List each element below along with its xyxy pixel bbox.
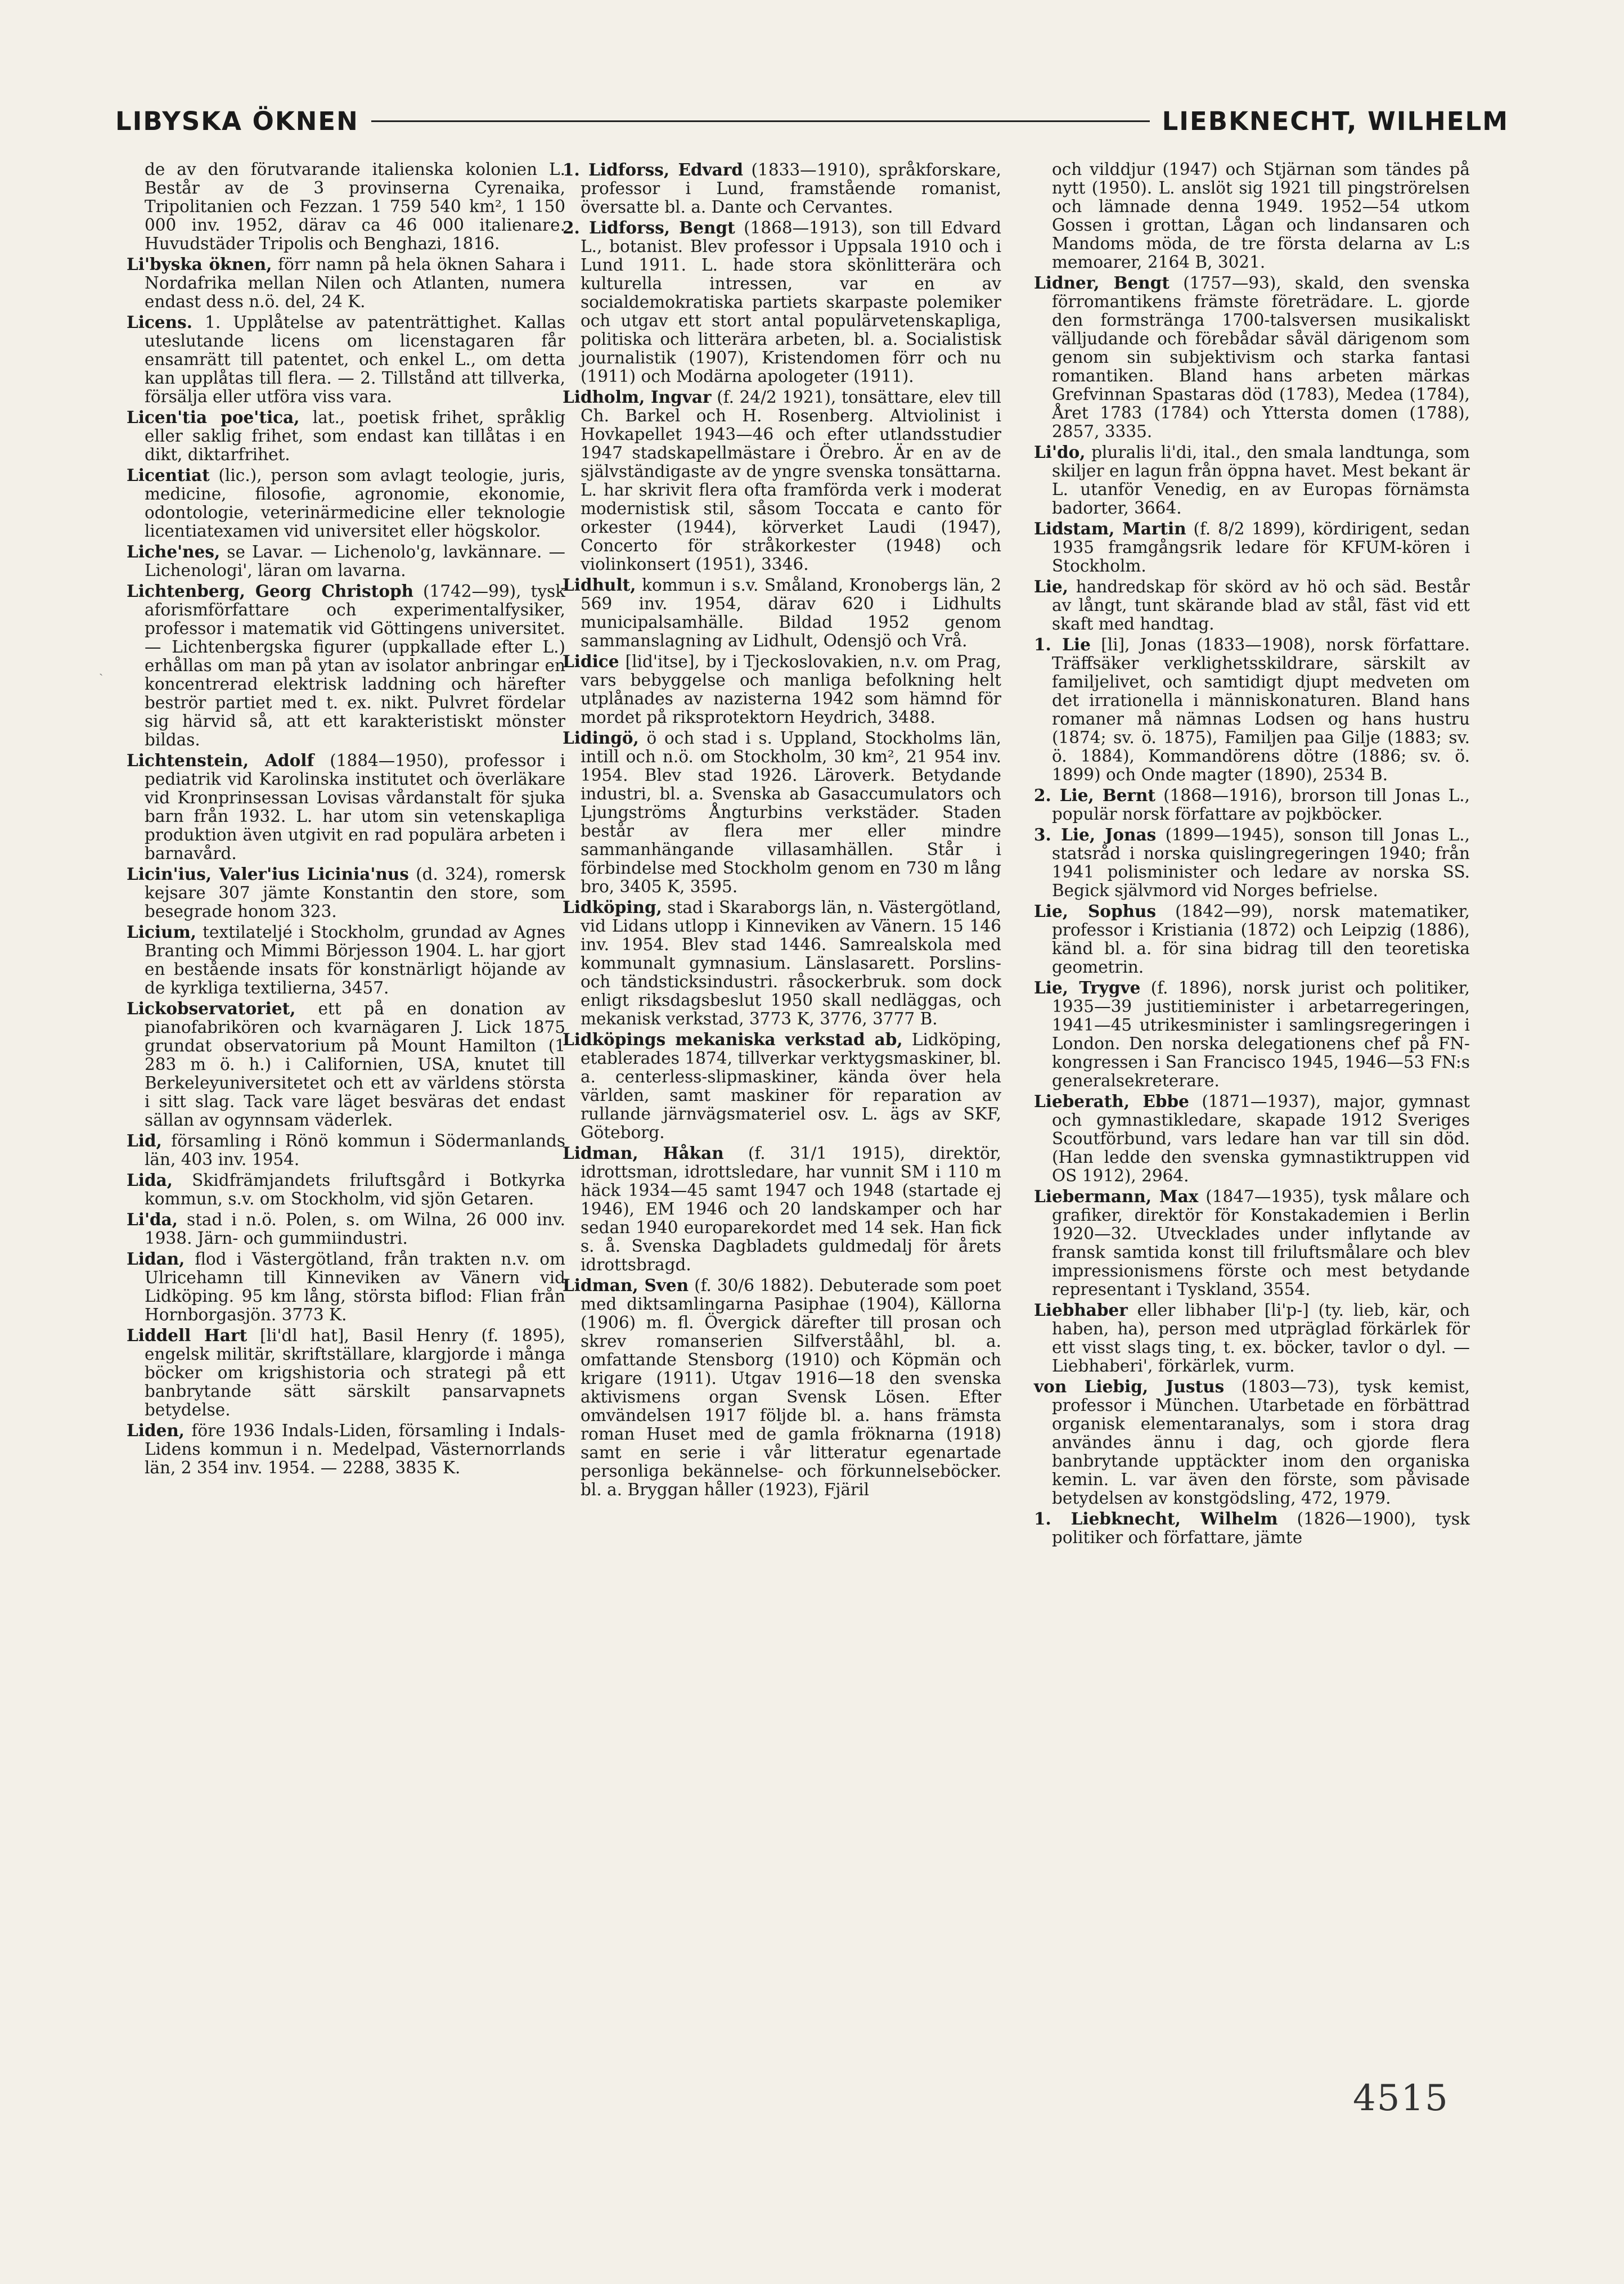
dictionary-entry <box>1034 1377 1470 1508</box>
entry-text: (f. 30/6 1882). Debuterade som poet med diktsamlingarna Pasiphae (1904), Källorna (1906) m. fl. Övergick därefter till prosan och skrev romanserien Silfverstååhl, bl. a. omfattande Stensborg (1910) och Köpmän och krigare (1911). Utgav 1916—18 den svenska aktivismens organ Svensk Lösen. Efter omvändelsen 1917 följde bl. a. hans främsta roman Huset med de gamla fröknarna (1918) samt en serie i vår litteratur egenartade personliga bekännelse- och förkunnelseböcker. bl. a. Bryggan håller (1923), Fjäril <box>581 1276 1001 1499</box>
entry-text: pluralis li'di, ital., den smala landtunga, som skiljer en lagun från öppna havet. Mest bekant är L. utanför Venedig, en av Europas förnämsta badorter, 3664. <box>1052 443 1470 518</box>
running-head-left: LIBYSKA ÖKNEN <box>115 106 359 136</box>
entry-headword: Lie, <box>1034 577 1068 596</box>
dictionary-entry <box>1034 519 1470 576</box>
dictionary-entry <box>1034 978 1470 1090</box>
dictionary-entry <box>1034 577 1470 633</box>
entry-text: (1833—1910), språkforskare, professor i Lund, framstående romanist, översatte bl. a. Dante och Cervantes. <box>581 160 1001 217</box>
dictionary-entry <box>563 218 1001 386</box>
dictionary-entry <box>1034 902 1470 977</box>
dictionary-entry <box>563 160 1001 217</box>
entry-text: (1803—73), tysk kemist, professor i München. Utarbetade en förbättrad organisk elementaranalys, som i stora drag användes ännu i dag, och gjorde flera banbrytande upptäckter inom den organiska kemin. L. var även den förste, som påvisade betydelsen av konstgödsling, 472, 1979. <box>1052 1377 1470 1508</box>
entry-text: se Lavar. — Lichenolo'g, lavkännare. — Lichenologi', läran om lavarna. <box>145 542 565 580</box>
entry-headword: Licentiat <box>127 465 210 485</box>
entry-headword: Lichtenstein, Adolf <box>127 750 314 770</box>
dictionary-entry <box>127 408 565 464</box>
dictionary-entry <box>127 999 565 1130</box>
entry-headword: Licens. <box>127 312 193 332</box>
column-2 <box>563 160 1001 1501</box>
entry-headword: Lida, <box>127 1170 173 1190</box>
dictionary-entry <box>1034 160 1470 272</box>
entry-text: handredskap för skörd av hö och säd. Består av långt, tunt skärande blad av stål, fäst vid ett skaft med handtag. <box>1052 577 1470 633</box>
entry-text: (1847—1935), tysk målare och grafiker, direktör för Konstakademien i Berlin 1920—32. Utvecklades under inflytande av fransk samtida konst till friluftsmålare och blev impressionismens förste och mest betydande representant i Tyskland, 3554. <box>1052 1187 1470 1299</box>
entry-text: stad i n.ö. Polen, s. om Wilna, 26 000 inv. 1938. Järn- och gummiindustri. <box>145 1210 565 1248</box>
dictionary-entry <box>127 582 565 749</box>
entry-text: (f. 1896), norsk jurist och politiker, 1935—39 justitieminister i arbetarregeringen, 1941—45 utrikesminister i samlingsregeringen i London. Den norska delegationens chef på FN-kongressen i San Francisco 1945, 1946—53 FN:s generalsekreterare. <box>1052 978 1470 1090</box>
entry-headword: Lie, Trygve <box>1034 978 1141 997</box>
entry-headword: Liebermann, Max <box>1034 1186 1199 1206</box>
dictionary-entry <box>127 751 565 863</box>
entry-headword: Lid, <box>127 1131 162 1150</box>
dictionary-entry <box>127 466 565 541</box>
dictionary-entry <box>563 388 1001 574</box>
entry-headword: Licin'ius, Valer'ius Licinia'nus <box>127 864 409 884</box>
dictionary-entry <box>127 923 565 997</box>
entry-text: ö och stad i s. Uppland, Stockholms län, intill och n.ö. om Stockholm, 30 km², 21 954 inv. 1954. Blev stad 1926. Läroverk. Betydande industri, bl. a. Svenska ab Gasaccumulators och Ljungströms Ångturbins verkstäder. Staden består av flera mer eller mindre sammanhängande villasamhällen. Står i förbindelse med Stockholm genom en 730 m lång bro, 3405 K, 3595. <box>581 729 1001 896</box>
dictionary-entry <box>127 1249 565 1324</box>
dictionary-entry <box>127 313 565 406</box>
entry-text: flod i Västergötland, från trakten n.v. om Ulricehamn till Kinneviken av Vänern vid Lidköping. 95 km lång, största biflod: Flian från Hornborgasjön. 3773 K. <box>145 1249 565 1324</box>
dictionary-entry <box>1034 825 1470 900</box>
dictionary-entry <box>563 652 1001 727</box>
entry-headword: Lidner, Bengt <box>1034 273 1169 293</box>
dictionary-entry <box>1034 786 1470 824</box>
dictionary-entry <box>127 255 565 311</box>
entry-text: textilateljé i Stockholm, grundad av Agnes Branting och Mimmi Börjesson 1904. L. har gjort en bestående insats för konstnärligt höjande av de kyrkliga textilierna, 3457. <box>145 923 565 997</box>
entry-headword: Lichtenberg, Georg Christoph <box>127 581 414 601</box>
entry-text: (f. 31/1 1915), direktör, idrottsman, idrottsledare, har vunnit SM i 110 m häck 1934—45 samt 1947 och 1948 (startade ej 1946), EM 1946 och 20 landskamper och har sedan 1940 europarekordet med 14 sek. Han fick s. å. Svenska Dagbladets guldmedalj för årets idrottsbragd. <box>581 1144 1002 1274</box>
entry-text: ett på en donation av pianofabrikören och kvarnägaren J. Lick 1875 grundat observatorium på Mount Hamilton (1 283 m ö. h.) i Californien, USA, knutet till Berkeleyuniversitetet och ett av världens största i sitt slag. Tack vare läget besväras det endast sällan av ogynnsam väderlek. <box>145 999 565 1130</box>
page-number: 4515 <box>1353 2078 1449 2119</box>
dictionary-entry <box>127 1131 565 1169</box>
entry-headword: Lidköpings mekaniska verkstad ab, <box>563 1029 903 1049</box>
entry-text: Lidköping, etablerades 1874, tillverkar verktygsmaskiner, bl. a. centerless-slipmaskiner, kända över hela världen, samt maskiner för reparation av rullande järnvägsmateriel osv. L. ägs av SKF, Göteborg. <box>581 1030 1001 1142</box>
print-speck-mark: ˏ <box>99 662 104 676</box>
entry-headword: Lidman, Håkan <box>563 1143 724 1163</box>
entry-text: före 1936 Indals-Liden, församling i Indals-Lidens kommun i n. Medelpad, Västernorrlands län, 2 354 inv. 1954. — 2288, 3835 K. <box>145 1421 565 1477</box>
dictionary-entry <box>563 1030 1001 1142</box>
entry-text: (1757—93), skald, den svenska förromantikens främste företrädare. L. gjorde den formstränga 1700-talsversen musikaliskt välljudande och förebådar såväl därigenom som genom sin subjektivism och starka fantasi romantiken. Bland hans arbeten märkas Grefvinnan Spastaras död (1783), Medea (1784), Året 1783 (1784) och Yttersta domen (1788), 2857, 3335. <box>1052 273 1470 441</box>
entry-text: (1826—1900), tysk politiker och författare, jämte <box>1052 1509 1470 1547</box>
dictionary-entry <box>127 1210 565 1248</box>
entry-text: stad i Skaraborgs län, n. Västergötland, vid Lidans utlopp i Kinneviken av Vänern. 15 146 inv. 1954. Blev stad 1446. Samrealskola med kommunalt gymnasium. Länslasarett. Porslins- och tändsticksindustri. råsockerbruk. som dock enligt riksdagsbeslut 1950 skall nedläggas, och mekanisk verkstad, 3773 K, 3776, 3777 B. <box>581 898 1001 1028</box>
entry-text: Skidfrämjandets friluftsgård i Botkyrka kommun, s.v. om Stockholm, vid sjön Getaren. <box>145 1171 565 1208</box>
entry-headword: 1. Lidforss, Edvard <box>563 160 744 179</box>
entry-headword: Li'do, <box>1034 442 1086 462</box>
entry-text: (1884—1950), professor i pediatrik vid Karolinska institutet och överläkare vid Kronprinsessan Lovisas vårdanstalt för sjuka barn från 1932. L. har utom sin vetenskapliga produktion även utgivit en rad populära arbeten i barnavård. <box>145 751 565 863</box>
dictionary-entry <box>563 898 1001 1028</box>
dictionary-entry <box>1034 273 1470 441</box>
entry-headword: Liden, <box>127 1420 185 1440</box>
entry-text: (f. 24/2 1921), tonsättare, elev till Ch. Barkel och H. Rosenberg. Altviolinist i Hovkapellet 1943—46 och efter utlandsstudier 1947 stadskapellmästare i Örebro. Är en av de självständigaste av de yngre svenska tonsättarna. L. har skrivit flera ofta framförda verk i moderat modernistisk stil, såsom Toccata e canto för orkester (1944), körverket Laudi (1947), Concerto för stråkorkester (1948) och violinkonsert (1951), 3346. <box>581 388 1001 574</box>
entry-headword: Lie, Sophus <box>1034 901 1157 921</box>
entry-text: eller libhaber [li'p-] (ty. lieb, kär, och haben, ha), person med utpräglad förkärlek för ett visst slags ting, t. ex. böcker, tavlor o dyl. — Liebhaberi', förkärlek, vurm. <box>1052 1301 1470 1375</box>
dictionary-entry <box>127 542 565 580</box>
entry-text: (lic.), person som avlagt teologie, juris, medicine, filosofie, agronomie, ekonomie, odontologie, veterinärmedicine eller teknologie licentiatexamen vid universitet eller högskolor. <box>145 466 565 541</box>
entry-headword: Lidstam, Martin <box>1034 519 1186 538</box>
entry-headword: Lidholm, Ingvar <box>563 387 712 407</box>
dictionary-entry <box>127 1171 565 1208</box>
entry-text: lat., poetisk frihet, språklig eller saklig frihet, som endast kan tillåtas i en dikt, diktarfrihet. <box>145 408 565 464</box>
dictionary-entry <box>127 160 565 253</box>
entry-headword: Lidan, <box>127 1249 185 1269</box>
dictionary-entry <box>1034 635 1470 784</box>
dictionary-entry <box>563 576 1001 650</box>
dictionary-entry <box>1034 1187 1470 1299</box>
entry-text: [lid'itse], by i Tjeckoslovakien, n.v. om Prag, vars bebyggelse och manliga befolkning helt utplånades av nazisterna 1942 som hämnd för mordet på riksprotektorn Heydrich, 3488. <box>581 652 1001 727</box>
entry-text: (d. 324), romersk kejsare 307 jämte Konstantin den store, som besegrade honom 323. <box>145 865 565 921</box>
entry-headword: Li'byska öknen, <box>127 254 272 274</box>
entry-headword: 2. Lie, Bernt <box>1034 785 1156 805</box>
column-3 <box>1034 160 1470 1549</box>
entry-headword: 1. Lie <box>1034 635 1091 654</box>
entry-text: [li], Jonas (1833—1908), norsk författare. Träffsäker verklighetsskildrare, särskilt av familjelivet, och samtidigt djupt medveten om det irrationella i människonaturen. Bland hans romaner må nämnas Lodsen og hans hustru (1874; sv. ö. 1875), Familjen paa Gilje (1883; sv. ö. 1884), Kommandörens dötre (1886; sv. ö. 1899) och Onde magter (1890), 2534 B. <box>1052 635 1470 784</box>
entry-headword: Lickobservatoriet, <box>127 999 296 1018</box>
entry-text: (1742—99), tysk aforismförfattare och experimentalfysiker, professor i matematik vid Göttingens universitet. — Lichtenbergska figurer (uppkallade efter L.) erhållas om man på ytan av isolator anbringar en koncentrerad elektrisk laddning och härefter beströr partiet med t. ex. nikt. Pulvret fördelar sig härvid så, att ett karakteristiskt mönster bildas. <box>145 582 565 749</box>
dictionary-entry <box>1034 1301 1470 1375</box>
entry-text: (1868—1916), brorson till Jonas L., populär norsk författare av pojkböcker. <box>1052 786 1470 824</box>
entry-headword: Lieberath, Ebbe <box>1034 1091 1189 1111</box>
entry-headword: 2. Lidforss, Bengt <box>563 218 735 237</box>
running-head <box>115 104 1509 138</box>
dictionary-entry <box>127 1326 565 1419</box>
dictionary-entry <box>563 1276 1001 1499</box>
entry-headword: von Liebig, Justus <box>1034 1377 1225 1396</box>
entry-headword: Li'da, <box>127 1210 178 1229</box>
dictionary-entry <box>563 729 1001 896</box>
entry-headword: Lidman, Sven <box>563 1275 689 1295</box>
dictionary-entry <box>563 1144 1001 1274</box>
entry-text: 1. Upplåtelse av patenträttighet. Kallas uteslutande licens om licenstagaren får ensamrätt till patentet, och enkel L., om detta kan upplåtas till flera. — 2. Tillstånd att tillverka, försälja eller utföra viss vara. <box>145 313 565 406</box>
entry-headword: Licium, <box>127 922 197 942</box>
column-1 <box>127 160 565 1479</box>
entry-text: (1899—1945), sonson till Jonas L., statsråd i norska quislingregeringen 1940; från 1941 polisminister och ledare av norska SS. Begick självmord vid Norges befrielse. <box>1052 825 1470 900</box>
entry-headword: Lidhult, <box>563 575 636 595</box>
entry-text: [li'dl hat], Basil Henry (f. 1895), engelsk militär, skriftställare, klargjorde i många böcker om krigshistoria och strategi på ett banbrytande sätt särskilt pansarvapnets betydelse. <box>145 1326 565 1419</box>
entry-text: förr namn på hela öknen Sahara i Nordafrika mellan Nilen och Atlanten, numera endast dess n.ö. del, 24 K. <box>145 255 565 311</box>
entry-headword: Liddell Hart <box>127 1325 248 1345</box>
entry-text: församling i Rönö kommun i Södermanlands län, 403 inv. 1954. <box>145 1131 565 1169</box>
entry-headword: Lidköping, <box>563 897 662 917</box>
entry-headword: Liche'nes, <box>127 542 221 561</box>
dictionary-entry <box>1034 443 1470 518</box>
entry-text: (1842—99), norsk matematiker, professor i Kristiania (1872) och Leipzig (1886), känd bl. a. för sina bidrag till den teoretiska geometrin. <box>1052 902 1470 977</box>
entry-headword: Lidingö, <box>563 728 639 748</box>
dictionary-entry <box>127 1421 565 1477</box>
dictionary-entry <box>1034 1092 1470 1185</box>
entry-text: och vilddjur (1947) och Stjärnan som tändes på nytt (1950). L. anslöt sig 1921 till pingströrelsen och lämnade denna 1949. 1952—54 utkom Gossen i grottan, Lågan och lindansaren och Mandoms möda, de tre första delarna av L:s memoarer, 2164 B, 3021. <box>1052 160 1470 272</box>
entry-headword: Licen'tia poe'tica, <box>127 407 300 427</box>
entry-text: (1871—1937), major, gymnast och gymnastikledare, skapade 1912 Sveriges Scoutförbund, vars ledare han var till sin död. (Han ledde den svenska gymnastiktruppen vid OS 1912), 2964. <box>1052 1092 1470 1185</box>
running-head-rule <box>371 120 1150 122</box>
entry-text: kommun i s.v. Småland, Kronobergs län, 2 569 inv. 1954, därav 620 i Lidhults municipalsamhälle. Bildad 1952 genom sammanslagning av Lidhult, Odensjö och Vrå. <box>581 576 1001 650</box>
entry-headword: Liebhaber <box>1034 1300 1128 1320</box>
entry-headword: Lidice <box>563 651 619 671</box>
running-head-right: LIEBKNECHT, WILHELM <box>1162 106 1509 136</box>
entry-text: (f. 8/2 1899), kördirigent, sedan 1935 framgångsrik ledare för KFUM-kören i Stockholm. <box>1052 519 1470 576</box>
dictionary-entry <box>1034 1509 1470 1547</box>
dictionary-entry <box>127 865 565 921</box>
entry-text: de av den förutvarande italienska kolonien L. Består av de 3 provinserna Cyrenaika, Tripolitanien och Fezzan. 1 759 540 km², 1 150 000 inv. 1952, därav ca 46 000 italienare. Huvudstäder Tripolis och Benghazi, 1816. <box>145 160 565 253</box>
entry-headword: 1. Liebknecht, Wilhelm <box>1034 1509 1278 1528</box>
entry-text: (1868—1913), son till Edvard L., botanist. Blev professor i Uppsala 1910 och i Lund 1911. L. hade stora skönlitterära och kulturella intressen, var en av socialdemokratiska partiets skarpaste polemiker och utgav ett stort antal populärvetenskapliga, politiska och litterära arbeten, bl. a. Socialistisk journalistik (1907), Kristendomen förr och nu (1911) och Modärna apologeter (1911). <box>581 218 1001 386</box>
entry-headword: 3. Lie, Jonas <box>1034 825 1157 844</box>
